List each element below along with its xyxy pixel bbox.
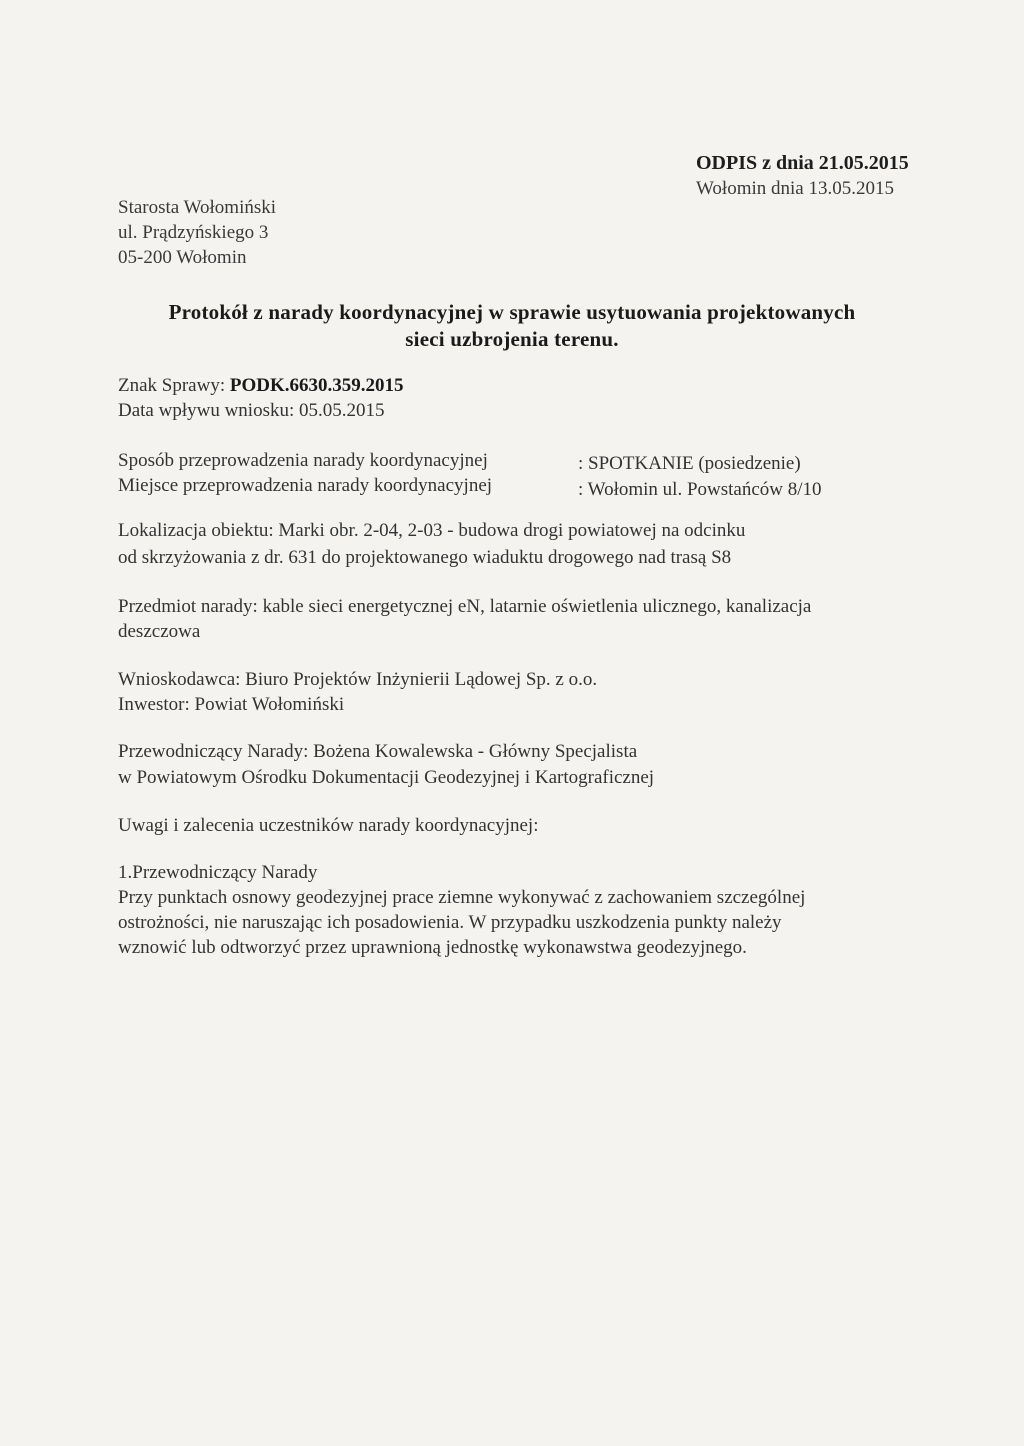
place-and-date: Wołomin dnia 13.05.2015 [696, 178, 894, 199]
copy-date: ODPIS z dnia 21.05.2015 [696, 152, 909, 174]
document-title-line-1: Protokół z narady koordynacyjnej w sprawie usytuowania projektowanych [168, 300, 856, 324]
applicant: Wnioskodawca: Biuro Projektów Inżynierii Lądowej Sp. z o.o. [118, 669, 598, 690]
meeting-place-label: Miejsce przeprowadzenia narady koordynacyjnej [118, 475, 493, 496]
sender-name: Starosta Wołomiński [118, 197, 277, 218]
subject-line-2: deszczowa [118, 621, 201, 642]
receipt-date-value: 05.05.2015 [299, 400, 385, 421]
receipt-date-label: Data wpływu wniosku: [118, 400, 295, 421]
remark-item-1-line-3: wznowić lub odtworzyć przez uprawnioną jednostkę wykonawstwa geodezyjnego. [118, 937, 747, 958]
chair-line-2: w Powiatowym Ośrodku Dokumentacji Geodezyjnej i Kartograficznej [118, 767, 655, 788]
sender-street: ul. Prądzyńskiego 3 [118, 222, 269, 243]
meeting-method-value: : SPOTKANIE (posiedzenie) [578, 453, 801, 474]
meeting-method-label: Sposób przeprowadzenia narady koordynacyjnej [118, 450, 488, 471]
receipt-date [118, 400, 385, 422]
case-number-label: Znak Sprawy: [118, 375, 226, 396]
remark-item-1-title: 1.Przewodniczący Narady [118, 862, 318, 883]
document-title-line-2: sieci uzbrojenia terenu. [405, 327, 619, 351]
location-line-1: Lokalizacja obiektu: Marki obr. 2-04, 2-03 - budowa drogi powiatowej na odcinku [118, 520, 746, 541]
case-number-value: PODK.6630.359.2015 [229, 375, 404, 396]
meeting-place-value: : Wołomin ul. Powstańców 8/10 [578, 479, 822, 500]
sender-city: 05-200 Wołomin [118, 247, 247, 268]
location-line-2: od skrzyżowania z dr. 631 do projektowanego wiaduktu drogowego nad trasą S8 [118, 547, 732, 568]
remark-item-1-line-1: Przy punktach osnowy geodezyjnej prace ziemne wykonywać z zachowaniem szczególnej [118, 887, 806, 908]
remark-item-1-line-2: ostrożności, nie naruszając ich posadowienia. W przypadku uszkodzenia punkty należy [118, 912, 782, 933]
subject-line-1: Przedmiot narady: kable sieci energetycznej eN, latarnie oświetlenia ulicznego, kanalizacja [118, 596, 812, 617]
remarks-heading: Uwagi i zalecenia uczestników narady koordynacyjnej: [118, 815, 539, 836]
chair-line-1: Przewodniczący Narady: Bożena Kowalewska - Główny Specjalista [118, 741, 638, 762]
investor: Inwestor: Powiat Wołomiński [118, 694, 345, 715]
case-number [118, 375, 404, 397]
